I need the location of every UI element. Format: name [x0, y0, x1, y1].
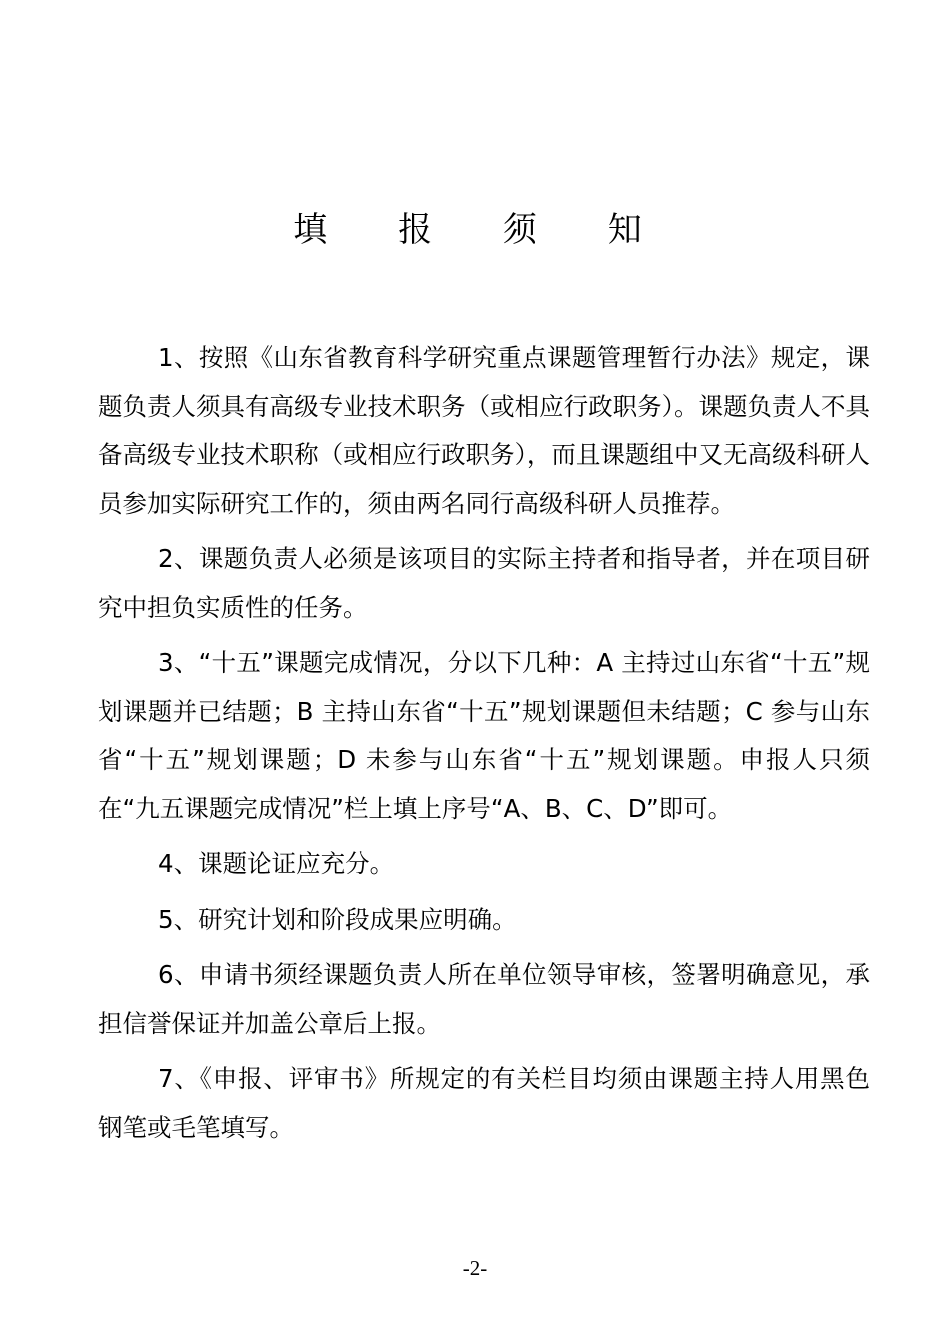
instructions-body [98, 334, 870, 1159]
page-number: -2- [462, 1256, 488, 1280]
page-title: 填 报 须 知 [293, 210, 672, 250]
instruction-item-6: 6、申请书须经课题负责人所在单位领导审核，签署明确意见，承担信誉保证并加盖公章后上报。 [98, 960, 870, 1038]
instruction-item-5: 5、研究计划和阶段成果应明确。 [158, 904, 517, 934]
instruction-item-4: 4、课题论证应充分。 [158, 849, 395, 878]
instruction-item-2: 2、课题负责人必须是该项目的实际主持者和指导者，并在项目研究中担负实质性的任务。 [98, 544, 870, 622]
instruction-item-7: 7、《申报、评审书》所规定的有关栏目均须由课题主持人用黑色钢笔或毛笔填写。 [98, 1064, 870, 1142]
instruction-item-3: 3、“十五”课题完成情况，分以下几种：A 主持过山东省“十五”规划课题并已结题；B 主持山东省“十五”规划课题但未结题；C 参与山东省“十五”规划课题；D 未参与山东省“十五”规划课题。申报人只须在“九五课题完成情况”栏上填上序号“A、B、C、D”即可。 [98, 648, 870, 823]
instruction-item-1: 1、按照《山东省教育科学研究重点课题管理暂行办法》规定，课题负责人须具有高级专业技术职务（或相应行政职务）。课题负责人不具备高级专业技术职称（或相应行政职务），而且课题组中又无高级科研人员参加实际研究工作的，须由两名同行高级科研人员推荐。 [98, 343, 870, 518]
